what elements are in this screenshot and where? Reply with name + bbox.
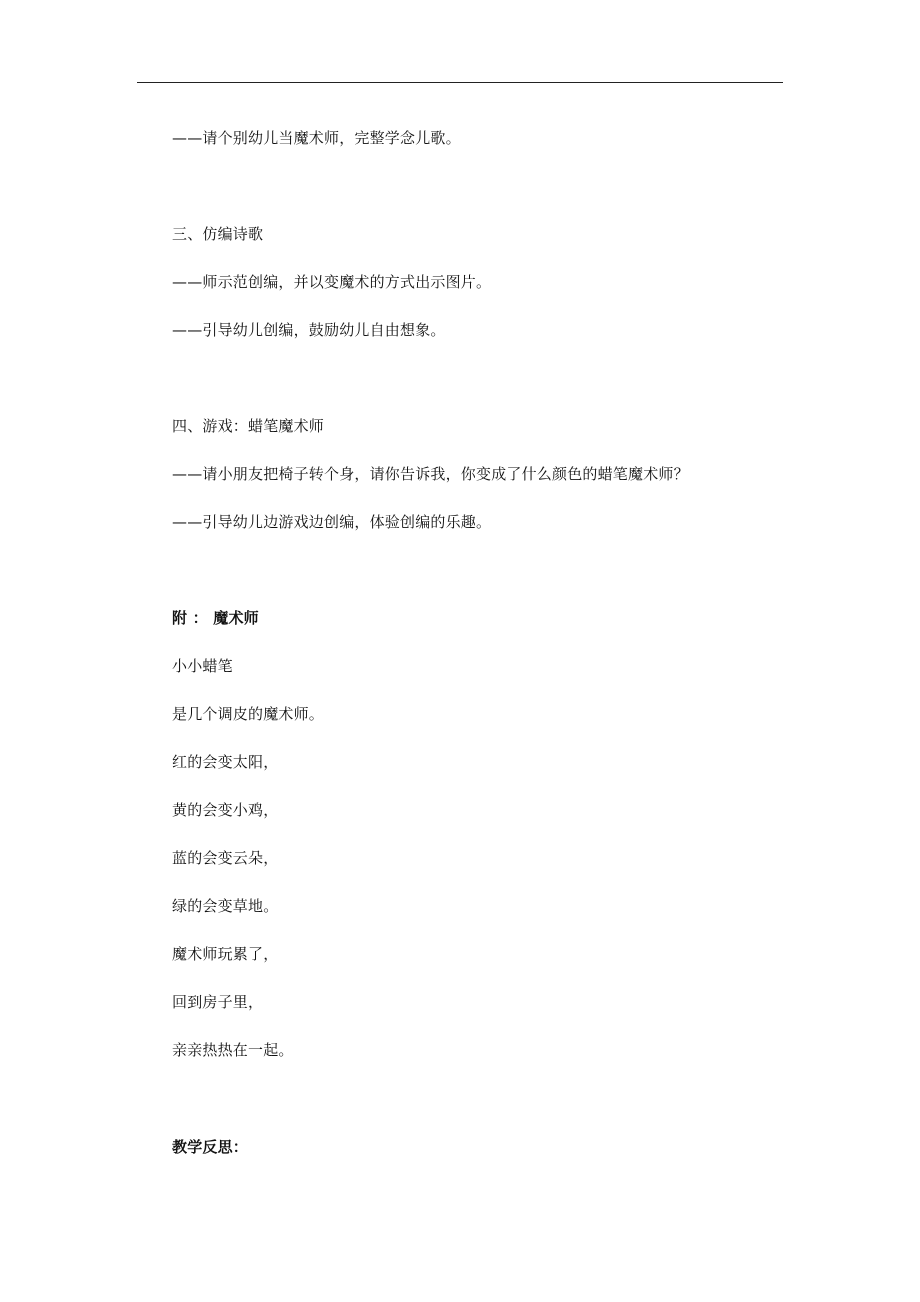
poem-line: 魔术师玩累了，	[172, 945, 279, 963]
poem-line: 蓝的会变云朵，	[172, 849, 279, 867]
activity-line: ——引导幼儿创编，鼓励幼儿自由想象。	[172, 321, 446, 339]
reflection-title: 教学反思：	[172, 1138, 249, 1156]
poem-line: 绿的会变草地。	[172, 897, 279, 915]
poem-line: 亲亲热热在一起。	[172, 1041, 294, 1059]
section-heading-3: 三、仿编诗歌	[172, 225, 264, 243]
header-rule	[137, 82, 783, 83]
poem-line: 是几个调皮的魔术师。	[172, 705, 325, 723]
poem-line: 回到房子里，	[172, 993, 264, 1011]
activity-line: ——请小朋友把椅子转个身，请你告诉我，你变成了什么颜色的蜡笔魔术师？	[172, 465, 689, 483]
appendix-title: 附 ： 魔术师	[172, 609, 259, 627]
poem-line: 黄的会变小鸡，	[172, 801, 279, 819]
poem-line: 小小蜡笔	[172, 657, 233, 675]
poem-line: 红的会变太阳，	[172, 753, 279, 771]
activity-line: ——师示范创编，并以变魔术的方式出示图片。	[172, 273, 492, 291]
activity-line: ——请个别幼儿当魔术师，完整学念儿歌。	[172, 129, 461, 147]
activity-line: ——引导幼儿边游戏边创编，体验创编的乐趣。	[172, 513, 492, 531]
section-heading-4: 四、游戏：蜡笔魔术师	[172, 417, 325, 435]
